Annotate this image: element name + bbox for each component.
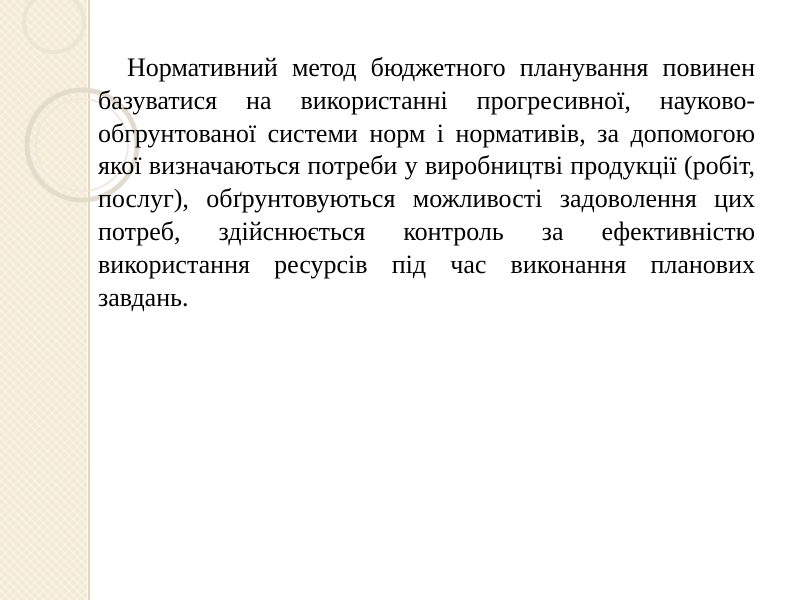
body-paragraph: Нормативний метод бюджетного планування повинен базуватися на використанні прогресивної, науково-обгрунтованої системи норм і нормативів, за допомогою якої визначаються потреби у виробництві продукції (робіт, послуг), обґрунтовуються можливості задоволення цих потреб, здійснюється контроль за ефективністю використання ресурсів під час виконання планових завдань.	[98, 53, 755, 312]
top-ring	[24, 0, 84, 52]
